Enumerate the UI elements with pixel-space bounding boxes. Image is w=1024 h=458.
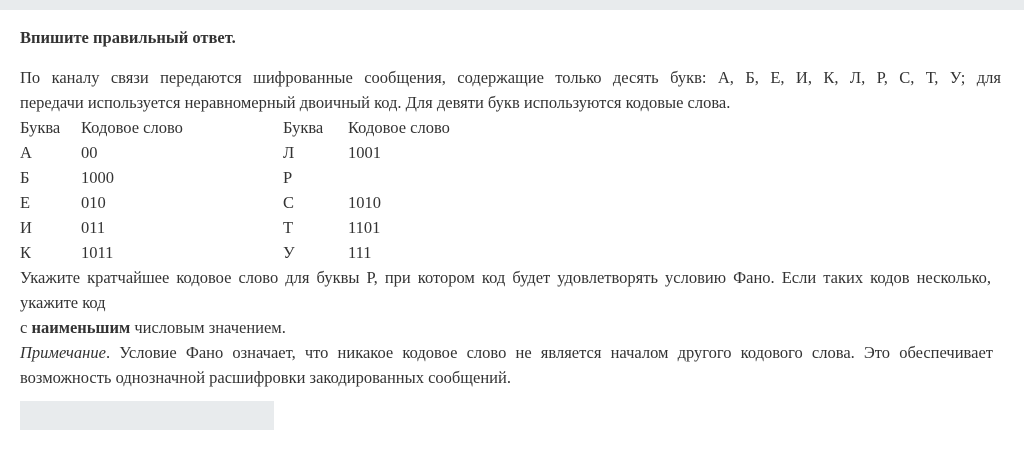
top-bar: [0, 0, 1024, 10]
header-letter-2: Буква: [283, 118, 324, 137]
task-heading: Впишите правильный ответ.: [20, 28, 236, 47]
code-table-header: [20, 115, 1001, 140]
letter-cell: Е: [20, 193, 31, 212]
code-cell: 011: [81, 218, 106, 237]
code-cell: 1001: [348, 143, 381, 162]
header-code-2: Кодовое слово: [348, 118, 450, 137]
note-label: Примечание: [20, 343, 106, 362]
question-emphasis: наименьшим: [31, 318, 131, 337]
letter-cell: К: [20, 243, 32, 262]
question-text-line2: [20, 315, 1001, 340]
task-intro-line1: По каналу связи передаются шифрованные сообщения, содержащие только десять букв: А, Б, Е, И, К, Л, Р, С, Т, У; для: [20, 68, 1001, 87]
code-cell: 1101: [348, 218, 381, 237]
table-row: [20, 165, 1001, 190]
header-letter-1: Буква: [20, 118, 61, 137]
letter-cell: У: [283, 243, 295, 262]
code-cell: 010: [81, 193, 106, 212]
letter-cell: Р: [283, 168, 293, 187]
letter-cell: Т: [283, 218, 294, 237]
code-table: [20, 115, 1001, 265]
code-cell: [348, 165, 548, 190]
note-text: . Условие Фано означает, что никакое кодовое слово не является началом другого кодового слова. Это обеспечивает возможность однозначной расшифровки закодированных сообщений.: [20, 343, 993, 387]
task-intro-line2: передачи используется неравномерный двоичный код. Для девяти букв используются кодовые слова.: [20, 93, 731, 112]
code-cell: 1010: [348, 193, 381, 212]
letter-cell: С: [283, 193, 295, 212]
table-row: [20, 215, 1001, 240]
question-prefix: с: [20, 318, 32, 337]
header-code-1: Кодовое слово: [81, 118, 183, 137]
letter-cell: Б: [20, 168, 30, 187]
letter-cell: Л: [283, 143, 295, 162]
code-cell: 1000: [81, 168, 114, 187]
letter-cell: А: [20, 143, 32, 162]
code-cell: 111: [348, 243, 372, 262]
task-content: [20, 26, 1001, 390]
question-suffix: числовым значением.: [130, 318, 286, 337]
answer-input[interactable]: [20, 401, 274, 430]
code-cell: 1011: [81, 243, 114, 262]
question-text: Укажите кратчайшее кодовое слово для буквы Р, при котором код будет удовлетворять условию Фано. Если таких кодов несколько, укажите код: [20, 268, 991, 312]
table-row: [20, 140, 1001, 165]
note: [20, 340, 993, 390]
table-row: [20, 240, 1001, 265]
code-cell: 00: [81, 143, 98, 162]
letter-cell: И: [20, 218, 32, 237]
task-intro: [20, 65, 1001, 115]
table-row: [20, 190, 1001, 215]
